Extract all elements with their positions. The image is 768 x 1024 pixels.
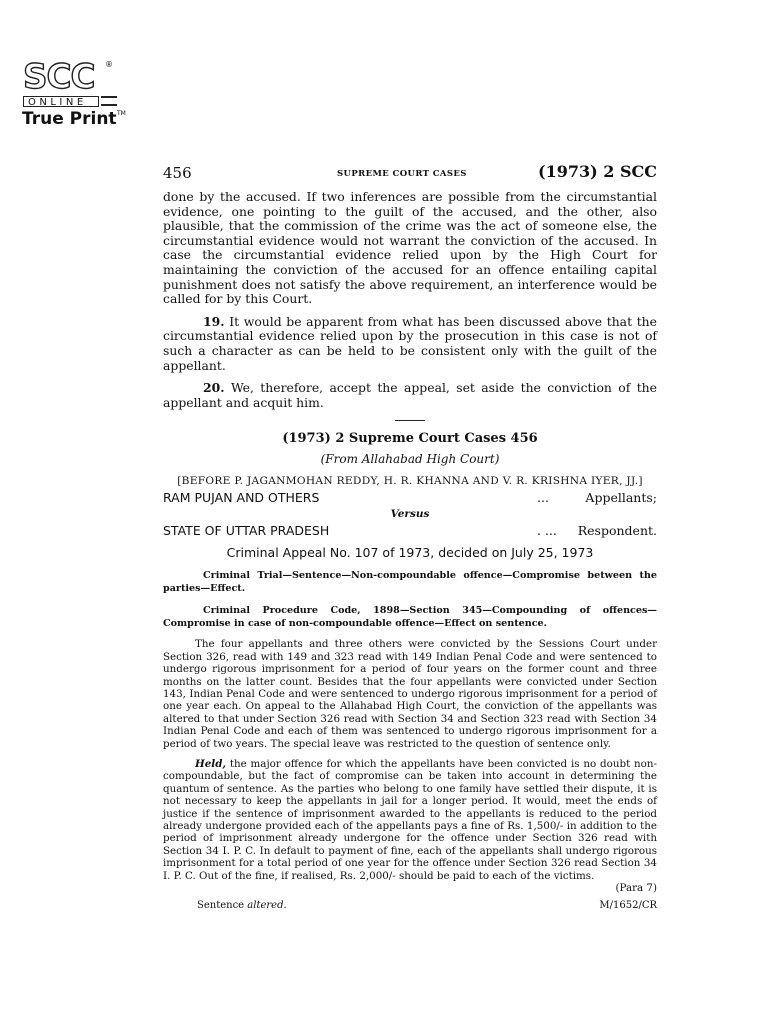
headnote-2: Criminal Procedure Code, 1898—Section 345—Compounding of offences—Compromise in case of non-compoundable offence—Effect on sentence. bbox=[163, 605, 657, 629]
paragraph-20 bbox=[163, 381, 657, 410]
versus: Versus bbox=[390, 508, 430, 521]
paragraph-text: It would be apparent from what has been discussed above that the circumstantial evidence relied upon by the prosecution in this case is not of such a character as can be held to be consistent only with the guilt of the appellant. bbox=[163, 313, 657, 373]
paragraph-number: 20. bbox=[203, 380, 225, 396]
appellants-role: Appellants; bbox=[585, 490, 657, 506]
document-page bbox=[163, 162, 657, 914]
continuation-paragraph: done by the accused. If two inferences are possible from the circumstantial evidence, one pointing to the guilt of the accused, and the other, also plausible, that the commission of the crime was the act of someone else, the circumstantial evidence would not warrant the conviction of the accused. In case the circumstantial evidence relied upon by the High Court for maintaining the conviction of the accused for an offence entailing capital punishment does not satisfy the above requirement, an interference would be called for by this Court. bbox=[163, 189, 657, 307]
respondent-line bbox=[163, 523, 657, 541]
paragraph-text: We, therefore, accept the appeal, set aside the conviction of the appellant and acquit him. bbox=[163, 380, 657, 410]
case-title: (1973) 2 Supreme Court Cases 456 bbox=[282, 431, 538, 447]
registered-mark: ® bbox=[105, 60, 113, 69]
respondent-dots: . ... bbox=[537, 523, 557, 539]
paragraph-19 bbox=[163, 315, 657, 373]
logo-online: ONLINE bbox=[23, 96, 99, 107]
logo-arrow-icon bbox=[101, 96, 117, 106]
headnote-1: Criminal Trial—Sentence—Non-compoundable offence—Compromise between the parties—Effect. bbox=[163, 570, 657, 594]
appellants-dots: ... bbox=[537, 490, 549, 506]
paragraph-reference: (Para 7) bbox=[615, 882, 657, 895]
result-label: Sentence bbox=[197, 900, 245, 912]
appeal-number: Criminal Appeal No. 107 of 1973, decided on July 25, 1973 bbox=[226, 545, 594, 561]
scc-online-logo bbox=[21, 57, 126, 132]
case-code: M/1652/CR bbox=[599, 900, 657, 912]
logo-tagline: True Print bbox=[22, 109, 117, 129]
header-citation: (1973) 2 SCC bbox=[538, 162, 657, 181]
appellants-line bbox=[163, 490, 657, 508]
result bbox=[197, 900, 287, 911]
respondent-name: STATE OF UTTAR PRADESH bbox=[163, 523, 330, 539]
page-number: 456 bbox=[163, 164, 192, 182]
held-label: Held, bbox=[195, 757, 226, 770]
bench: [BEFORE P. JAGANMOHAN REDDY, H. R. KHANNA AND V. R. KRISHNA IYER, JJ.] bbox=[177, 475, 643, 488]
section-divider bbox=[395, 420, 425, 421]
result-line bbox=[163, 898, 657, 914]
appellants-name: RAM PUJAN AND OTHERS bbox=[163, 490, 320, 506]
trademark-mark: TM bbox=[117, 110, 126, 117]
logo-brand: SCC bbox=[23, 57, 95, 97]
held-text: the major offence for which the appellants have been convicted is no doubt non-compoundable, but the fact of compromise can be taken into account in determining the quantum of sentence. As the parties who belong to one family have settled their dispute, it is not necessary to keep the appellants in jail for a longer period. It would, meet the ends of justice if the sentence of imprisonment awarded to the appellants is reduced to the period already undergone provided each of the appellants pays a fine of Rs. 1,500/- in addition to the period of imprisonment already undergone for the offence under Section 326 read with Section 34 I. P. C. In default to payment of fine, each of the appellants shall undergo rigorous imprisonment for a total period of one year for the offence under Section 326 read Section 34 I. P. C. Out of the fine, if realised, Rs. 2,000/- should be paid to each of the victims. bbox=[163, 757, 657, 882]
result-word: altered. bbox=[247, 900, 287, 912]
respondent-role: Respondent. bbox=[577, 523, 657, 539]
page-header bbox=[163, 162, 657, 190]
running-title: SUPREME COURT CASES bbox=[337, 169, 467, 179]
case-origin: (From Allahabad High Court) bbox=[320, 452, 500, 467]
facts-paragraph: The four appellants and three others were convicted by the Sessions Court under Section 326, read with 149 and 323 read with 149 Indian Penal Code and were sentenced to undergo rigorous imprisonment for a period of four years on the former count and three months on the latter count. Besides that the four appellants were convicted under Section 143, Indian Penal Code and were sentenced to undergo rigorous imprisonment for a period of one year each. On appeal to the Allahabad High Court, the conviction of the appellants was altered to that under Section 326 read with Section 34 and Section 323 read with Section 34 Indian Penal Code and each of them was sentenced to undergo rigorous imprisonment for a period of two years. The special leave was restricted to the question of sentence only. bbox=[163, 638, 657, 750]
paragraph-number: 19. bbox=[203, 313, 225, 329]
held-paragraph bbox=[163, 758, 657, 894]
